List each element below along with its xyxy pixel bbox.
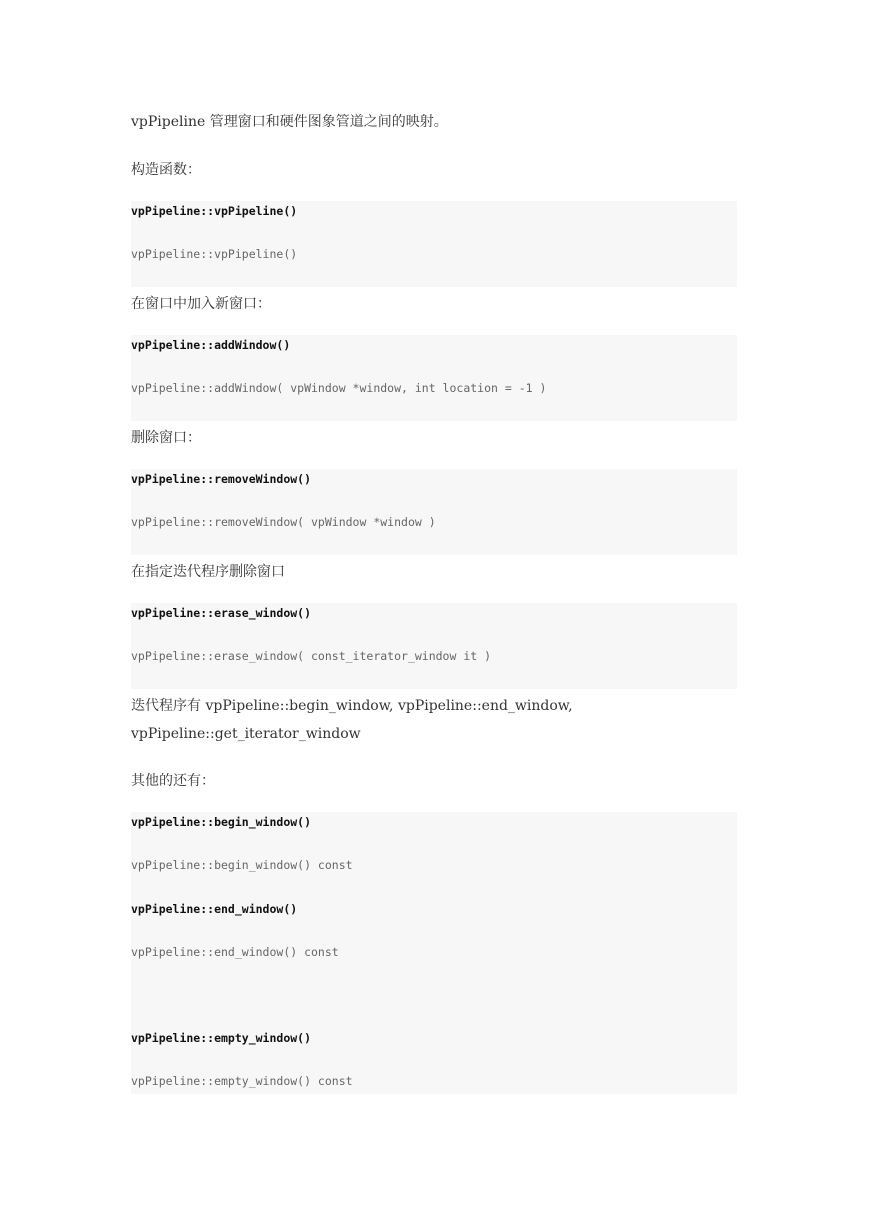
iterators-line-2: vpPipeline::get_iterator_window — [131, 726, 361, 742]
begin-window-code: vpPipeline::begin_window() const — [131, 858, 353, 872]
iterators-line-1: 迭代程序有 vpPipeline::begin_window, vpPipeline::end_window, — [131, 698, 573, 714]
intro-text: vpPipeline 管理窗口和硬件图象管道之间的映射。 — [131, 114, 448, 130]
begin-window-signature: vpPipeline::begin_window() — [131, 815, 312, 829]
remove-window-code: vpPipeline::removeWindow( vpWindow *window ) — [131, 515, 436, 529]
erase-window-code: vpPipeline::erase_window( const_iterator_window it ) — [131, 649, 492, 663]
empty-window-signature: vpPipeline::empty_window() — [131, 1031, 312, 1045]
remove-window-code-block — [131, 469, 737, 555]
add-window-code-block — [131, 335, 737, 421]
remove-window-heading: 删除窗口： — [131, 430, 201, 446]
add-window-heading: 在窗口中加入新窗口： — [131, 296, 271, 312]
erase-window-code-block — [131, 603, 737, 689]
add-window-code: vpPipeline::addWindow( vpWindow *window, int location = -1 ) — [131, 381, 547, 395]
constructor-code: vpPipeline::vpPipeline() — [131, 247, 298, 261]
erase-window-heading: 在指定迭代程序删除窗口 — [131, 564, 285, 580]
constructor-heading: 构造函数： — [131, 162, 201, 178]
empty-window-code: vpPipeline::empty_window() const — [131, 1074, 353, 1088]
end-window-code: vpPipeline::end_window() const — [131, 945, 339, 959]
others-code-block — [131, 812, 737, 1094]
constructor-code-block — [131, 201, 737, 287]
others-heading: 其他的还有： — [131, 773, 215, 789]
constructor-signature: vpPipeline::vpPipeline() — [131, 204, 298, 218]
add-window-signature: vpPipeline::addWindow() — [131, 338, 291, 352]
remove-window-signature: vpPipeline::removeWindow() — [131, 472, 312, 486]
erase-window-signature: vpPipeline::erase_window() — [131, 606, 312, 620]
end-window-signature: vpPipeline::end_window() — [131, 902, 298, 916]
